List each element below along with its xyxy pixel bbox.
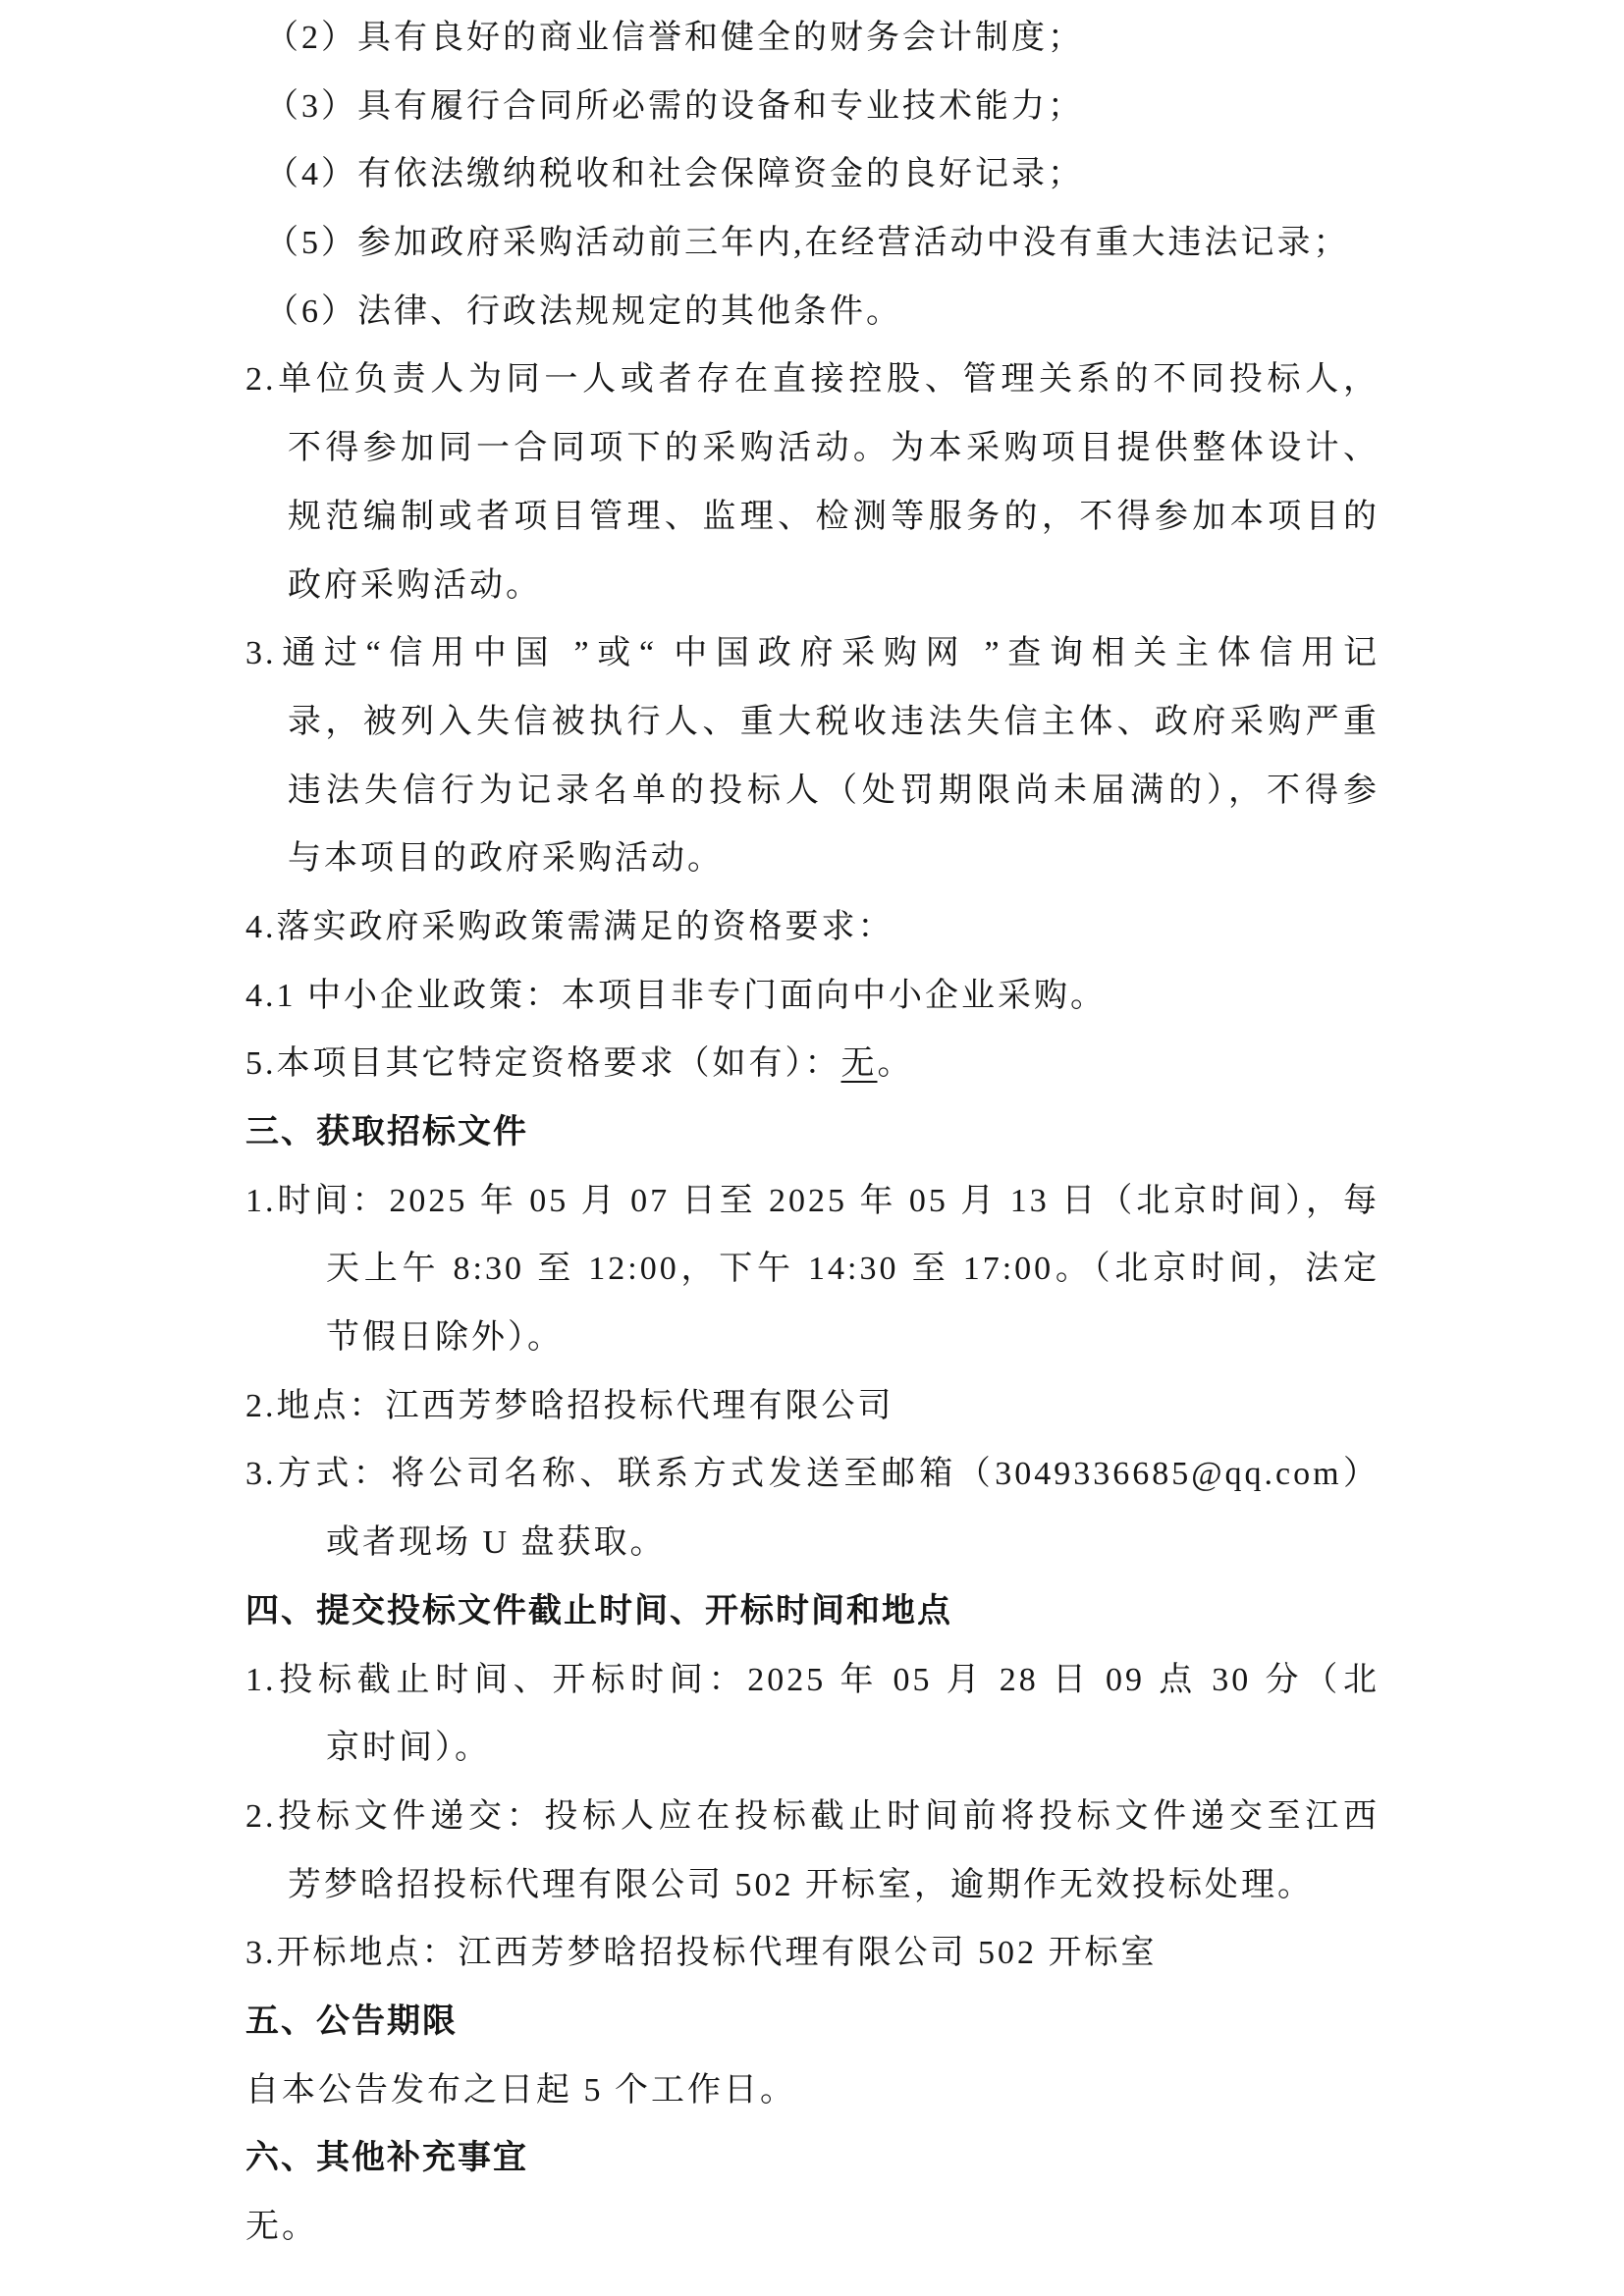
text-line [288,483,1380,552]
text-segment: （5）参加政府采购活动前三年内,在经营活动中没有重大违法记录； [265,225,1350,262]
text-line [245,1440,1380,1509]
text-line [245,962,1624,1031]
text-line [265,4,1624,73]
text-line [326,1304,1624,1372]
document-body [0,4,1624,2262]
text-segment: 自本公告发布之日起 5 个工作日。 [245,2071,796,2109]
text-line [265,278,1624,347]
text-line [245,2056,1624,2125]
text-segment: 六、其他补充事宜 [245,2140,528,2177]
section-heading [245,2124,1624,2193]
text-segment: 4.1 中小企业政策：本项目非专门面向中小企业采购。 [245,977,1107,1014]
text-line [288,825,1624,893]
text-line [245,346,1380,414]
text-line [265,209,1624,278]
text-segment: 五、公告期限 [245,2002,458,2040]
text-segment: 1.投标截止时间、开标时间：2025 年 05 月 28 日 09 点 30 分（北 [245,1661,1380,1698]
text-line [288,414,1380,483]
text-line [326,1235,1380,1304]
text-segment: 三、获取招标文件 [245,1114,528,1150]
text-line [326,1714,1624,1783]
text-line [245,893,1624,962]
text-line [245,1919,1624,1988]
text-line [245,619,1380,688]
text-segment: 与本项目的政府采购活动。 [288,840,724,878]
text-line [245,2193,1624,2262]
text-segment: 京时间）。 [326,1730,491,1767]
text-segment: 不得参加同一合同项下的采购活动。为本采购项目提供整体设计、 [288,430,1380,467]
text-line [288,552,1624,620]
section-heading [245,1577,1624,1646]
text-line [245,1030,1624,1098]
text-line [288,1851,1624,1920]
text-segment: 四、提交投标文件截止时间、开标时间和地点 [245,1592,952,1629]
text-line [326,1509,1624,1577]
text-segment: （6）法律、行政法规规定的其他条件。 [265,293,902,330]
text-line [288,757,1380,826]
text-segment: 2.单位负责人为同一人或者存在直接控股、管理关系的不同投标人， [245,361,1380,399]
text-segment: 政府采购活动。 [288,566,542,604]
text-line [245,1646,1380,1715]
text-line [288,688,1380,757]
text-segment: 3.方式：将公司名称、联系方式发送至邮箱（3049336685@qq.com） [245,1456,1380,1493]
text-segment: 2.投标文件递交：投标人应在投标截止时间前将投标文件递交至江西 [245,1797,1380,1835]
text-line [245,1372,1624,1441]
text-segment: 天上午 8:30 至 12:00，下午 14:30 至 17:00。（北京时间，法定 [326,1251,1380,1288]
text-segment: 2.地点：江西芳梦晗招投标代理有限公司 [245,1387,894,1424]
section-heading [245,1098,1624,1167]
text-segment: 3.开标地点：江西芳梦晗招投标代理有限公司 502 开标室 [245,1935,1158,1972]
text-line [245,1783,1380,1851]
underlined-text: 无 [840,1045,878,1083]
text-segment: （2）具有良好的商业信誉和健全的财务会计制度； [265,20,1084,56]
text-line [245,1167,1380,1236]
text-segment: （3）具有履行合同所必需的设备和专业技术能力； [265,87,1084,125]
text-segment: 3.通过“信用中国 ”或“ 中国政府采购网 ”查询相关主体信用记 [245,635,1380,672]
text-line [265,73,1624,141]
text-segment: 录，被列入失信被执行人、重大税收违法失信主体、政府采购严重 [288,703,1380,740]
text-segment: 规范编制或者项目管理、监理、检测等服务的，不得参加本项目的 [288,498,1380,535]
text-segment: 节假日除外）。 [326,1319,564,1357]
text-segment: 1.时间：2025 年 05 月 07 日至 2025 年 05 月 13 日（北京时间），每 [245,1182,1380,1219]
text-segment: （4）有依法缴纳税收和社会保障资金的良好记录； [265,156,1084,193]
text-segment: 违法失信行为记录名单的投标人（处罚期限尚未届满的），不得参 [288,772,1380,809]
text-segment: 5.本项目其它特定资格要求（如有）： [245,1045,841,1083]
text-segment: 4.落实政府采购政策需满足的资格要求： [245,908,894,945]
text-segment: 无。 [245,2209,318,2245]
text-segment: 。 [877,1045,914,1083]
text-segment: 或者现场 U 盘获取。 [326,1524,667,1562]
text-segment: 芳梦晗招投标代理有限公司 502 开标室，逾期作无效投标处理。 [288,1866,1314,1903]
section-heading [245,1988,1624,2056]
text-line [265,140,1624,209]
